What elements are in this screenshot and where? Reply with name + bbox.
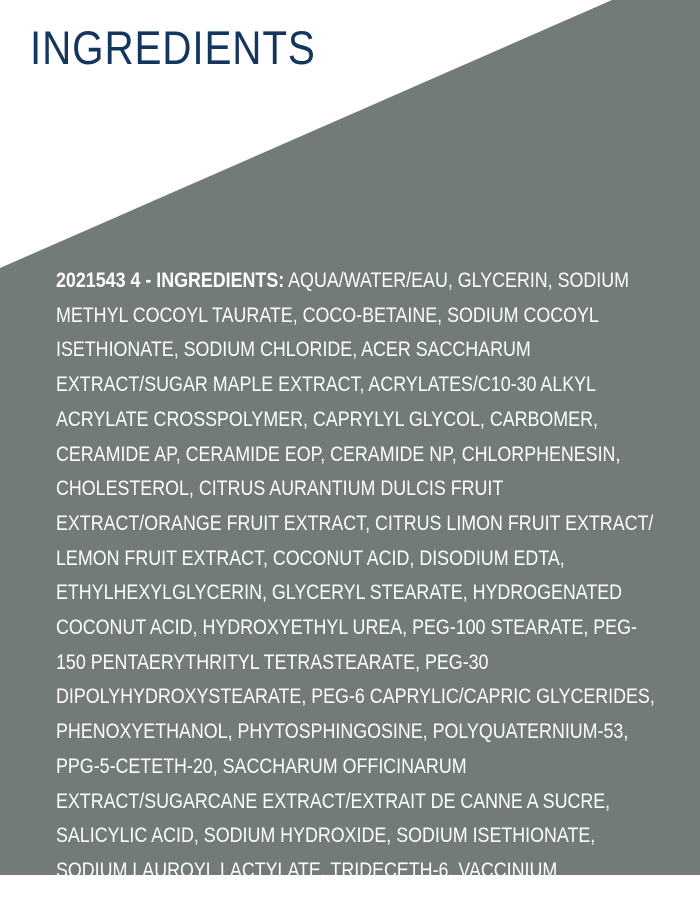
ingredients-list — [56, 264, 661, 923]
product-code-label: 2021543 4 - INGREDIENTS: — [56, 269, 285, 292]
page-title: INGREDIENTS — [30, 21, 316, 74]
ingredients-body: AQUA/WATER/EAU, GLYCERIN, SODIUM METHYL COCOYL TAURATE, COCO-BETAINE, SODIUM COCOYL ISETHIONATE, SODIUM CHLORIDE, ACER SACCHARUM EXTRACT/SUGAR MAPLE EXTRACT, ACRYLATES/C10-30 ALKYL ACRYLATE CROSSPOLYMER, CAPRYLYL GLYCOL, CARBOMER, CERAMIDE AP, CERAMIDE EOP, CERAMIDE NP, CHLORPHENESIN, CHOLESTEROL, CITRUS AURANTIUM DULCIS FRUIT EXTRACT/ORANGE FRUIT EXTRACT, CITRUS LIMON FRUIT EXTRACT/ LEMON FRUIT EXTRACT, COCONUT ACID, DISODIUM EDTA, ETHYLHEXYLGLYCERIN, GLYCERYL STEARATE, HYDROGENATED COCONUT ACID, HYDROXYETHYL UREA, PEG-100 STEARATE, PEG-150 PENTAERYTHRITYL TETRASTEARATE, PEG-30 DIPOLYHYDROXYSTEARATE, PEG-6 CAPRYLIC/CAPRIC GLYCERIDES, PHENOXYETHANOL, PHYTOSPHINGOSINE, POLYQUATERNIUM-53, PPG-5-CETETH-20, SACCHARUM OFFICINARUM EXTRACT/SUGARCANE EXTRACT/EXTRAIT DE CANNE A SUCRE, SALICYLIC ACID, SODIUM HYDROXIDE, SODIUM ISETHIONATE, SODIUM LAUROYL LACTYLATE, TRIDECETH-6, VACCINIUM MYRTILLUS FRUIT EXTRACT, XANTHAN GUM (CODE F.I.L. D223354/1) — [56, 269, 655, 917]
